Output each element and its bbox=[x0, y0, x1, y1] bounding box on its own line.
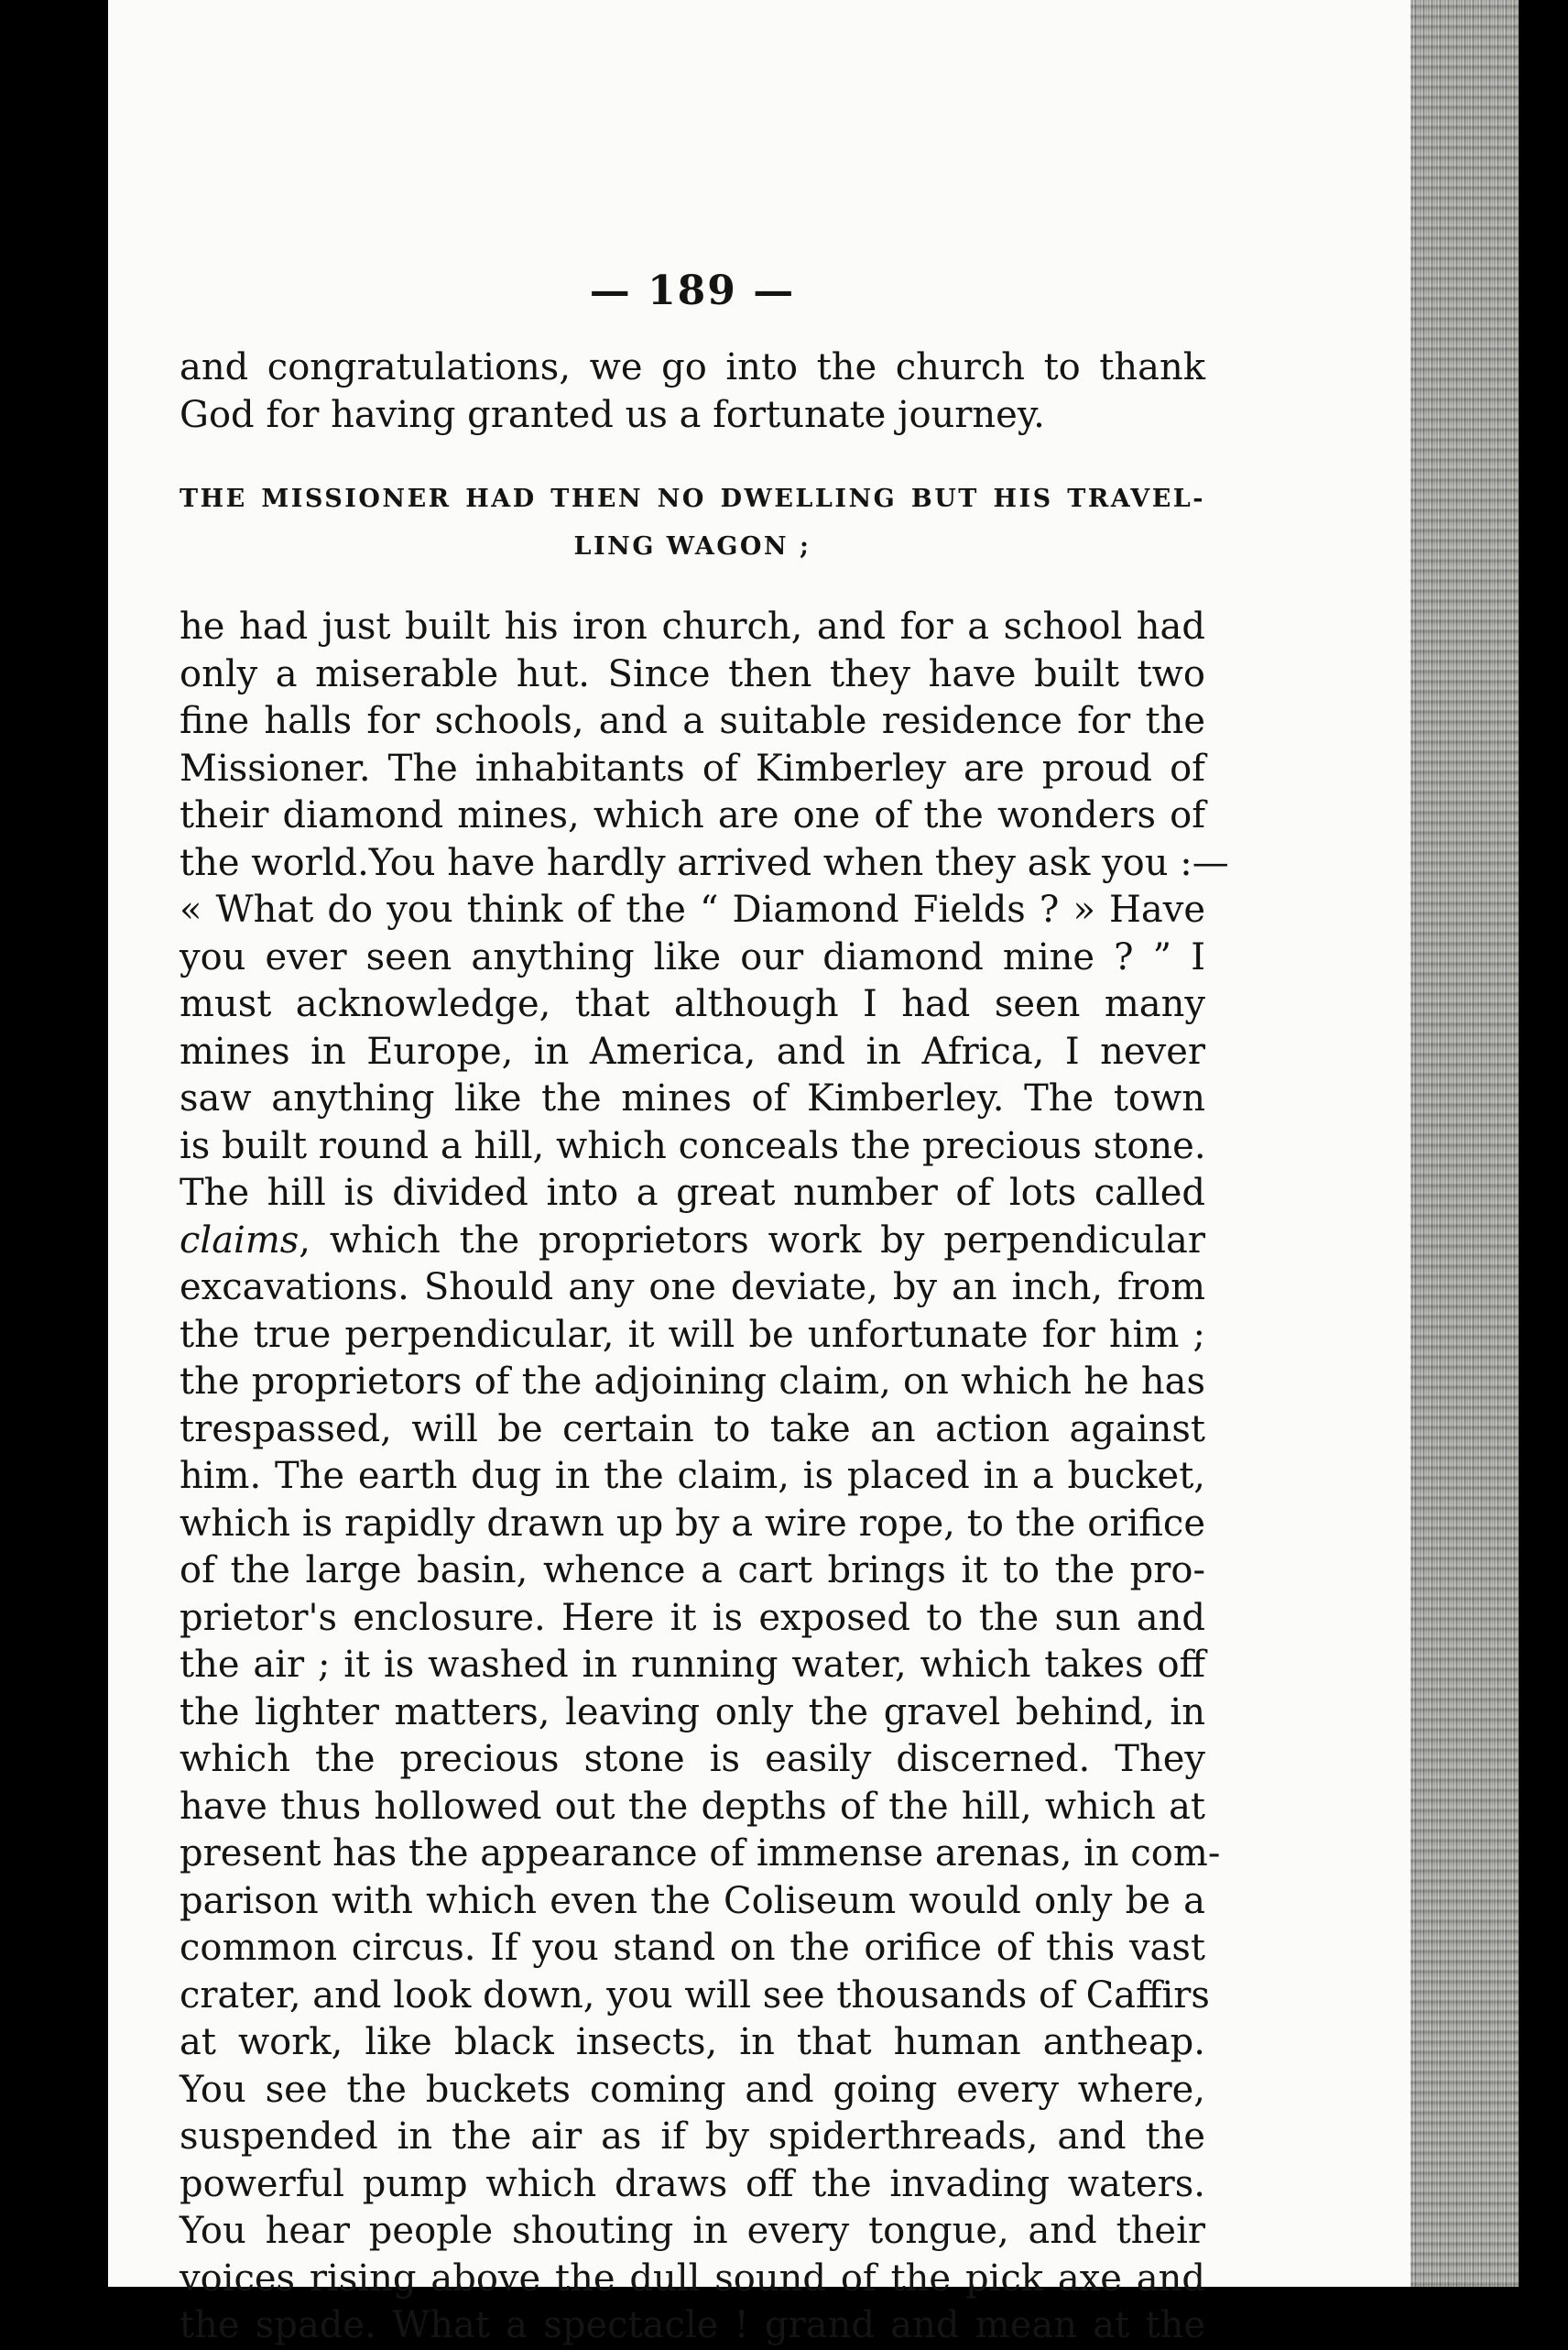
text-line: God for having granted us a fortunate journey. bbox=[180, 393, 1045, 436]
text-line: suspended in the air as if by spiderthreads, and the bbox=[180, 2115, 1205, 2158]
text-line: claims, which the proprietors work by perpendicular bbox=[180, 1219, 1205, 1262]
text-line: mines in Europe, in America, and in Africa, I never bbox=[180, 1030, 1205, 1073]
text-line: which the precious stone is easily discerned. They bbox=[180, 1738, 1205, 1780]
text-line: crater, and look down, you will see thousands of Caffirs bbox=[180, 1973, 1210, 2017]
italic-term: claims bbox=[180, 1219, 299, 1262]
text-line: fine halls for schools, and a suitable residence for the bbox=[180, 700, 1205, 742]
text-line: the lighter matters, leaving only the gravel behind, in bbox=[180, 1690, 1205, 1733]
text-line: « What do you think of the “ Diamond Fields ? » Have bbox=[180, 889, 1205, 931]
text-line: prietor's enclosure. Here it is exposed to the sun and bbox=[180, 1596, 1205, 1639]
text-line: the air ; it is washed in running water, which takes off bbox=[180, 1644, 1205, 1686]
text-line: powerful pump which draws off the invading waters. bbox=[180, 2162, 1205, 2205]
text-line: which is rapidly drawn up by a wire rope, to the orifice bbox=[180, 1502, 1205, 1545]
text-line: is built round a hill, which conceals the precious stone. bbox=[180, 1124, 1206, 1167]
text-line: the spade. What a spectacle ! grand and mean at the bbox=[180, 2304, 1205, 2346]
heading-line: THE MISSIONER HAD THEN NO DWELLING BUT HIS TRAVEL- bbox=[180, 485, 1205, 513]
text-line: their diamond mines, which are one of the wonders of bbox=[180, 794, 1205, 836]
text-line: you ever seen anything like our diamond mine ? ” I bbox=[180, 935, 1205, 978]
text-line: You see the buckets coming and going every where, bbox=[180, 2068, 1205, 2111]
page-number: — 189 — bbox=[589, 268, 796, 314]
text-line: excavations. Should any one deviate, by an inch, from bbox=[180, 1266, 1205, 1308]
page-edge-texture bbox=[1410, 0, 1519, 2287]
text-line: the world.You have hardly arrived when they ask you :— bbox=[180, 841, 1229, 884]
text-line: parison with which even the Coliseum would only be a bbox=[180, 1879, 1205, 1922]
text-line: present has the appearance of immense arenas, in com- bbox=[180, 1832, 1221, 1875]
text-line: him. The earth dug in the claim, is placed in a bucket, bbox=[180, 1455, 1205, 1497]
scan-border bbox=[1519, 0, 1568, 2287]
text-line: voices rising above the dull sound of the pick axe and bbox=[180, 2257, 1205, 2300]
text-line: and congratulations, we go into the church to thank bbox=[180, 346, 1205, 388]
text-line: the true perpendicular, it will be unfortunate for him ; bbox=[180, 1313, 1205, 1356]
body-paragraph bbox=[180, 604, 1229, 2350]
text-line: common circus. If you stand on the orifice of this vast bbox=[180, 1927, 1205, 1969]
heading-line: LING WAGON ; bbox=[573, 532, 811, 561]
text-line: The hill is divided into a great number of lots called bbox=[180, 1172, 1205, 1214]
opening-paragraph bbox=[180, 344, 1205, 439]
text-line: the proprietors of the adjoining claim, on which he has bbox=[180, 1361, 1205, 1403]
section-heading bbox=[180, 475, 1205, 571]
text-line: only a miserable hut. Since then they have built two bbox=[180, 652, 1205, 695]
text-block bbox=[180, 266, 1229, 2350]
text-line: at work, like black insects, in that human antheap. bbox=[180, 2021, 1205, 2063]
text-line: he had just built his iron church, and for a school had bbox=[180, 606, 1205, 648]
text-line: must acknowledge, that although I had seen many bbox=[180, 983, 1205, 1025]
text-line: trespassed, will be certain to take an action against bbox=[180, 1407, 1205, 1450]
text-line: You hear people shouting in every tongue, and their bbox=[180, 2210, 1205, 2252]
text-line: saw anything like the mines of Kimberley. The town bbox=[180, 1077, 1205, 1120]
text-line: have thus hollowed out the depths of the hill, which at bbox=[180, 1785, 1205, 1828]
text-line: of the large basin, whence a cart brings it to the pro- bbox=[180, 1549, 1205, 1591]
text-line: Missioner. The inhabitants of Kimberley are proud of bbox=[180, 747, 1205, 790]
